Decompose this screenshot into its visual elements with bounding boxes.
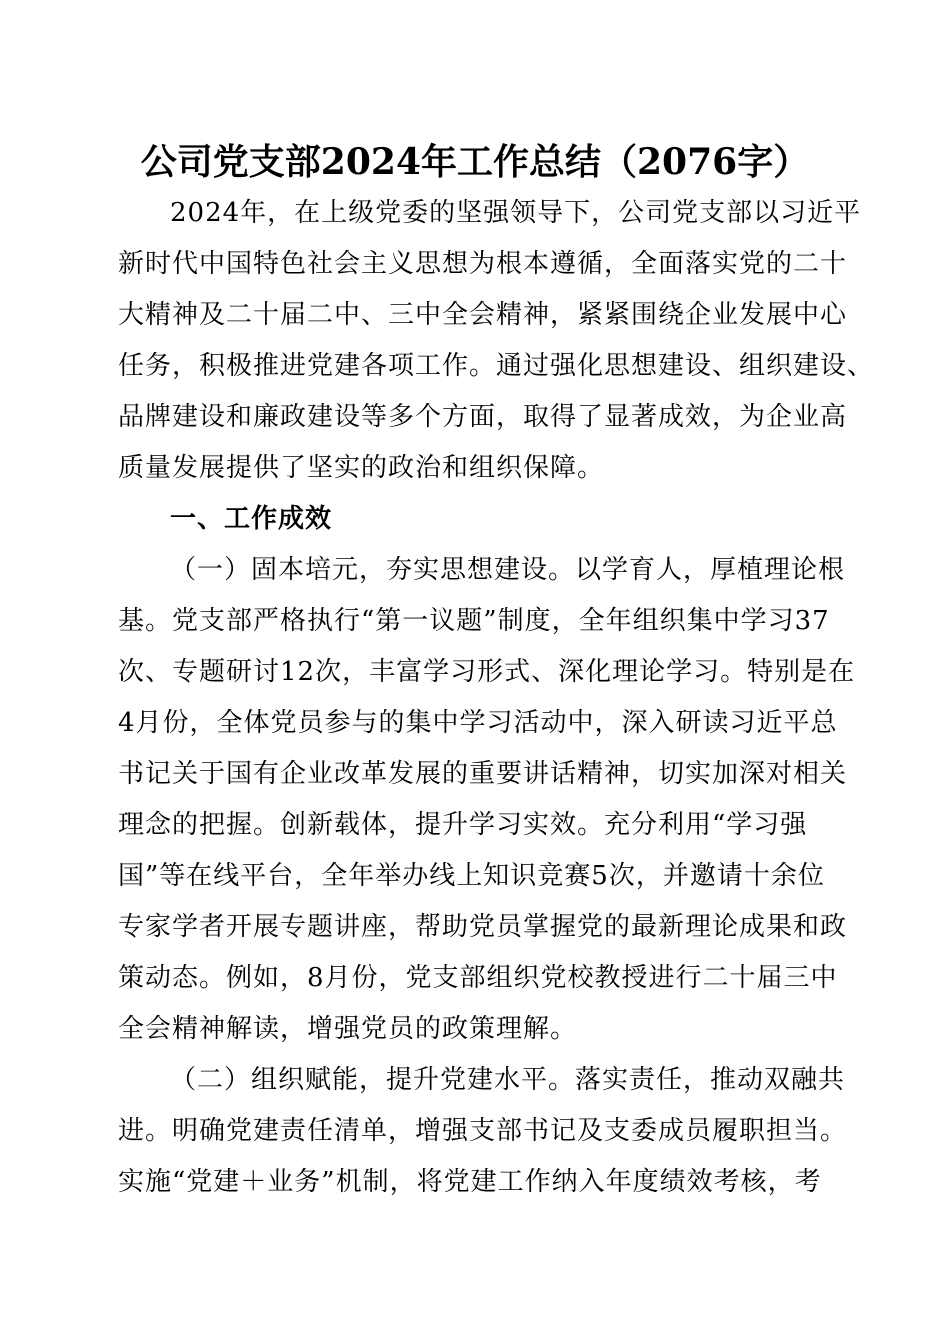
paragraph-line: 2024年，在上级党委的坚强领导下，公司党支部以习近平	[170, 198, 862, 228]
document-title: 公司党支部2024年工作总结（2076字）	[140, 141, 810, 183]
document-body	[118, 188, 875, 1208]
paragraph-line: 国”等在线平台，全年举办线上知识竞赛5次，并邀请十余位	[118, 861, 825, 891]
paragraph-line: 品牌建设和廉政建设等多个方面，取得了显著成效，为企业高	[118, 402, 848, 432]
paragraph-line: （二）组织赋能，提升党建水平。落实责任，推动双融共	[170, 1065, 846, 1095]
paragraph-line: 全会精神解读，增强党员的政策理解。	[118, 1014, 578, 1044]
paragraph-line: 4月份，全体党员参与的集中学习活动中，深入研读习近平总	[118, 708, 838, 738]
paragraph-line: （一）固本培元，夯实思想建设。以学育人，厚植理论根	[170, 555, 846, 585]
paragraph-line: 质量发展提供了坚实的政治和组织保障。	[118, 453, 605, 483]
paragraph-line: 基。党支部严格执行“第一议题”制度，全年组织集中学习37	[118, 606, 830, 636]
paragraph-line: 任务，积极推进党建各项工作。通过强化思想建设、组织建设、	[118, 351, 875, 381]
paragraph-line: 次、专题研讨12次，丰富学习形式、深化理论学习。特别是在	[118, 657, 856, 687]
paragraph-line: 专家学者开展专题讲座，帮助党员掌握党的最新理论成果和政	[118, 912, 848, 942]
paragraph-line: 实施“党建＋业务”机制，将党建工作纳入年度绩效考核，考	[118, 1167, 822, 1197]
paragraph-line: 新时代中国特色社会主义思想为根本遵循，全面落实党的二十	[118, 249, 848, 279]
paragraph-line: 策动态。例如，8月份，党支部组织党校教授进行二十届三中	[118, 963, 838, 993]
section-heading: 一、工作成效	[170, 504, 333, 534]
paragraph-line: 进。明确党建责任清单，增强支部书记及支委成员履职担当。	[118, 1116, 848, 1146]
paragraph-line: 书记关于国有企业改革发展的重要讲话精神，切实加深对相关	[118, 759, 848, 789]
paragraph-line: 理念的把握。创新载体，提升学习实效。充分利用“学习强	[118, 810, 808, 840]
paragraph-line: 大精神及二十届二中、三中全会精神，紧紧围绕企业发展中心	[118, 300, 848, 330]
